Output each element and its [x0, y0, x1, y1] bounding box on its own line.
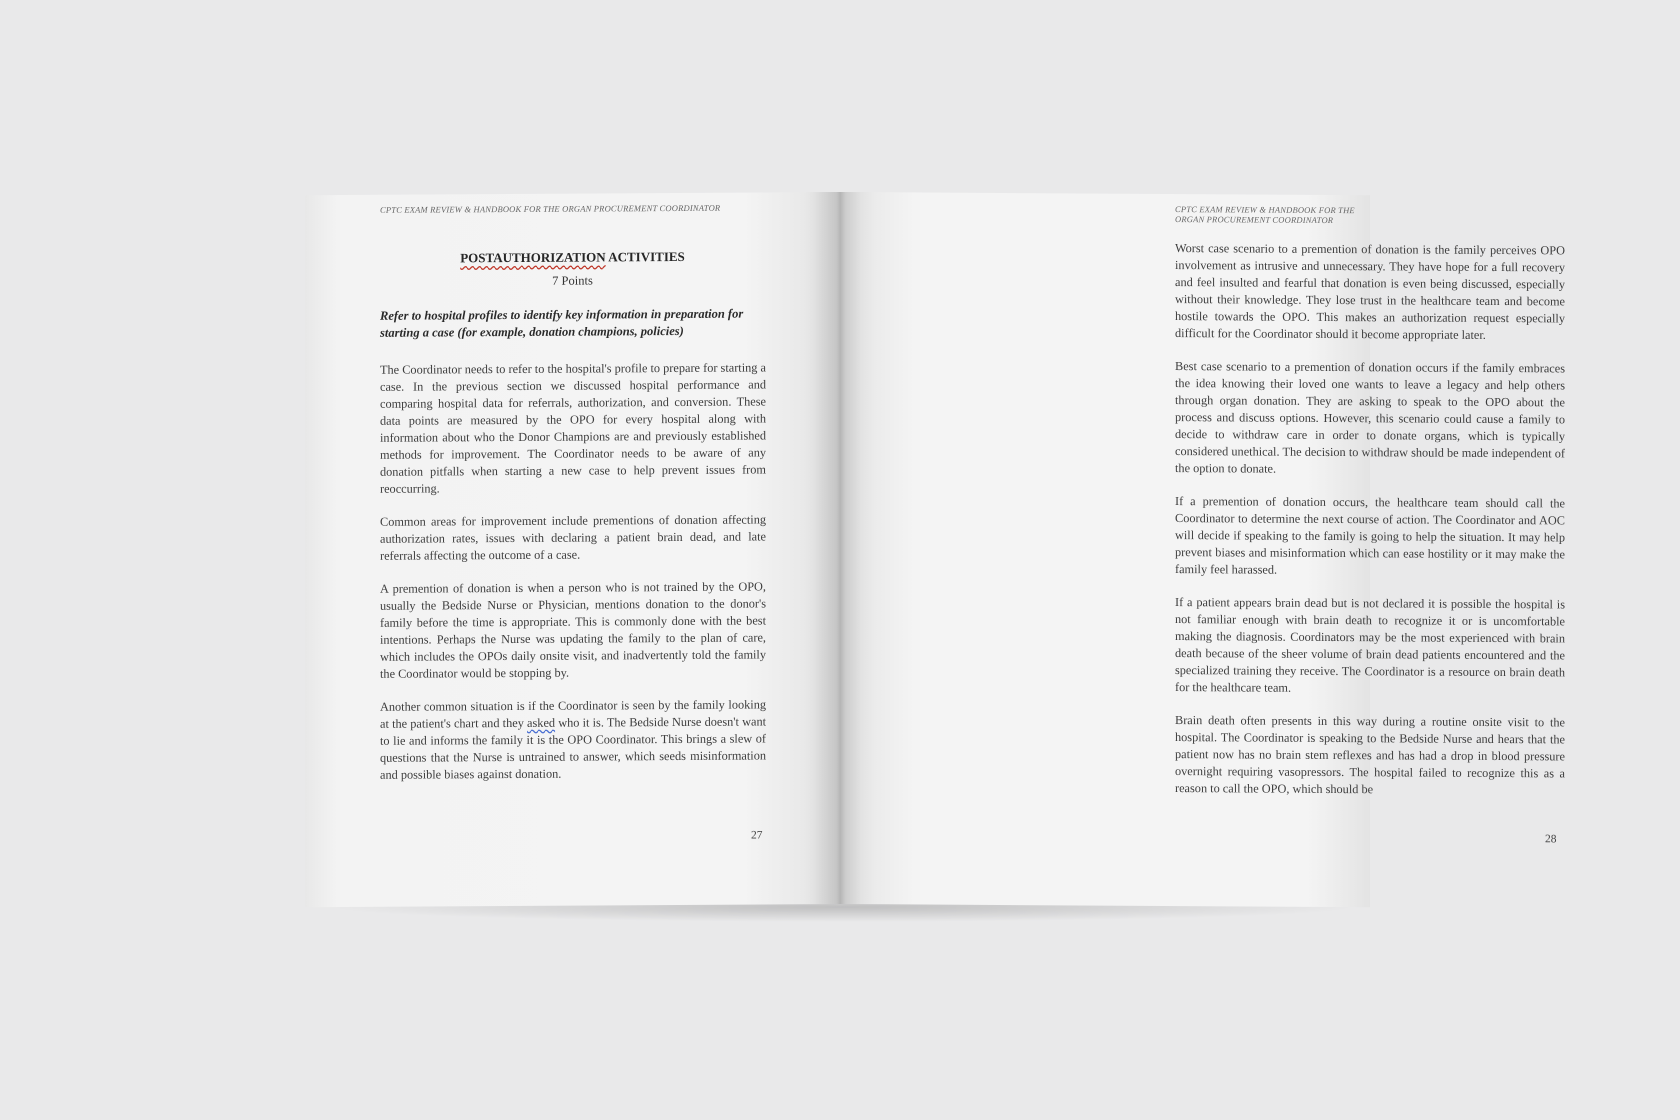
paragraph: Best case scenario to a premention of donation occurs if the family embraces the idea knowing their loved one wants to leave a legacy and help others through organ donation. They are asking to speak to the OPO about the process and discuss options. However, this scenario could cause a family to decide to withdraw care in order to donate organs, which is typically considered unethical. The decision to withdraw should be made independent of the option to donate.: [1175, 359, 1565, 476]
lead-heading: Refer to hospital profiles to identify key information in preparation for starting a case (for example, donation champions, policies): [380, 306, 744, 340]
right-page: [840, 192, 1565, 907]
paragraph: If a patient appears brain dead but is not declared it is possible the hospital is not familiar enough with brain death to recognize it or is uncomfortable making the diagnosis. Coordinators may be the most experienced with brain death because of the sheer volume of brain dead patients encountered and the specialized training they receive. The Coordinator is a resource on brain death for the healthcare team.: [1175, 595, 1565, 695]
paragraph: A premention of donation is when a person who is not trained by the OPO, usually the Bedside Nurse or Physician, mentions donation to the donor's family before the time is appropriate. This is commonly done with the best intentions. Perhaps the Nurse was updating the family to the plan of care, which includes the OPOs daily onsite visit, and inadvertently told the family the Coordinator would be stopping by.: [380, 579, 766, 681]
text-span: Another common situation is if the Coordinator is seen by the family looking at the patient's chart and they: [380, 697, 766, 731]
running-head-right: CPTC EXAM REVIEW & HANDBOOK FOR THE ORGAN PROCUREMENT COORDINATOR: [1175, 204, 1355, 226]
paragraph: Worst case scenario to a premention of donation is the family perceives OPO involvement as intrusive and unnecessary. They have hope for a full recovery and feel insulted and fearful that donation is even being discussed, especially without their knowledge. They lose trust in the healthcare team and become hostile towards the OPO. This makes an authorization request especially difficult for the Coordinator should it become appropriate later.: [1175, 241, 1565, 342]
section-points: 7 Points: [552, 273, 593, 288]
left-text-column: [380, 305, 766, 799]
left-page: [305, 192, 840, 907]
open-book: [305, 192, 1565, 917]
paragraph: Brain death often presents in this way during a routine onsite visit to the hospital. The Coordinator is speaking to the Bedside Nurse and hears that the patient now has no brain stem reflexes and has had a drop in blood pressure overnight requiring vasopressors. The hospital failed to recognize this as a reason to call the OPO, which should be: [1175, 713, 1565, 797]
paragraph: [380, 696, 766, 783]
text-span: who it is. The Bedside Nurse doesn't want to lie and informs the family it is the OPO Coordinator. This brings a slew of questions that the Nurse is untrained to answer, which seeds misinformation and possible biases against donation.: [380, 714, 767, 782]
page-number-left: 27: [751, 829, 763, 842]
section-title: [305, 248, 840, 267]
paragraph: The Coordinator needs to refer to the hospital's profile to prepare for starting a case. In the previous section we discussed hospital performance and comparing hospital data for referrals, authorization, and conversion. These data points are measured by the OPO for every hospital along with information about who the Donor Champions are and previously established methods for improvement. The Coordinator needs to be aware of any donation pitfalls when starting a new case to help prevent issues from reoccurring.: [380, 360, 766, 496]
right-text-column: [1175, 240, 1565, 815]
running-head-left: CPTC EXAM REVIEW & HANDBOOK FOR THE ORGAN PROCUREMENT COORDINATOR: [380, 202, 721, 215]
page-number-right: 28: [1545, 833, 1557, 846]
section-title-underlined-word: POSTAUTHORIZATION: [460, 249, 606, 266]
section-title-rest: ACTIVITIES: [605, 248, 685, 265]
spellcheck-word: asked: [527, 715, 556, 730]
paragraph: If a premention of donation occurs, the healthcare team should call the Coordinator to determine the next course of action. The Coordinator and AOC will decide if speaking to the family is going to help the situation. It may help prevent biases and misinformation which can ease hostility or it may make the family feel harassed.: [1175, 494, 1565, 577]
paragraph: Common areas for improvement include prementions of donation affecting authorization rates, issues with declaring a patient brain dead, and late referrals affecting the outcome of a case.: [380, 512, 766, 563]
